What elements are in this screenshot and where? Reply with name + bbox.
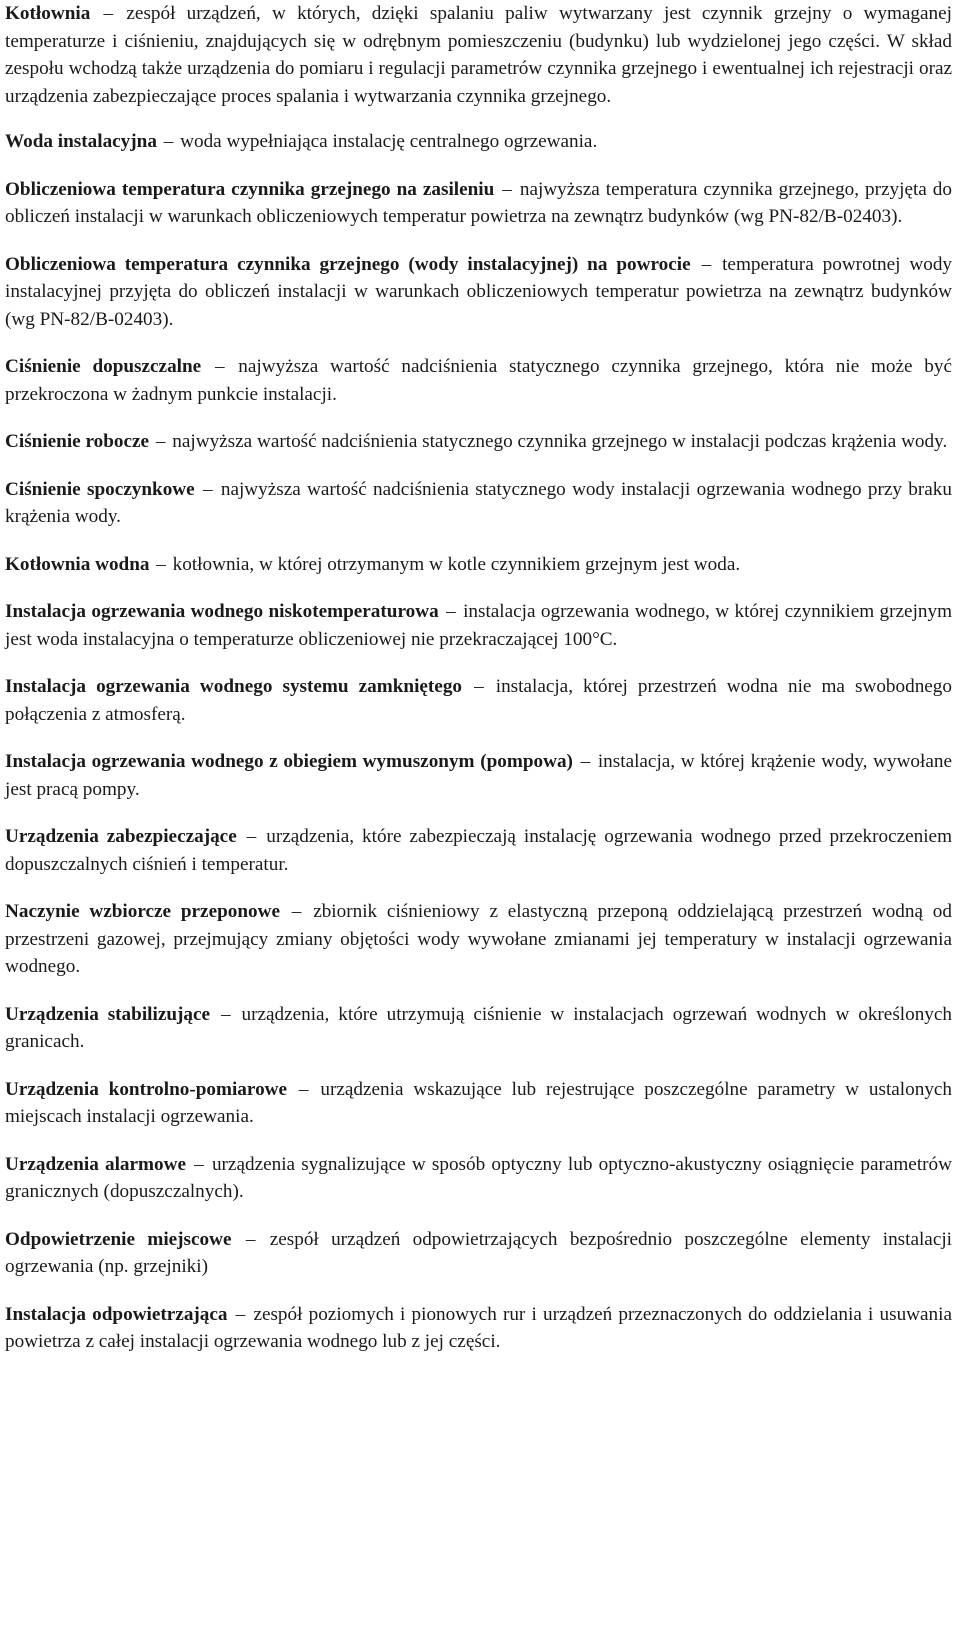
definition-dash: – bbox=[233, 1228, 268, 1250]
definition-dash: – bbox=[496, 178, 518, 200]
definition-paragraph bbox=[5, 1301, 952, 1356]
definition-dash: – bbox=[151, 553, 171, 575]
definition-dash: – bbox=[440, 601, 462, 622]
definition-paragraph bbox=[5, 748, 952, 803]
definition-paragraph bbox=[5, 1076, 952, 1131]
definition-term: Urządzenia alarmowe bbox=[5, 1153, 186, 1175]
definition-text: najwyższa temperatura czynnika grzejnego, przyjęta do obliczeń instalacji w warunkach obliczeniowych temperatur powietrza na zewnątrz budynków (wg PN-82/B-02403). bbox=[5, 178, 952, 227]
definition-dash: – bbox=[151, 431, 171, 452]
definition-paragraph bbox=[5, 1001, 952, 1056]
definition-paragraph bbox=[5, 476, 952, 531]
definition-text: urządzenia, które zabezpieczają instalację ogrzewania wodnego przed przekroczeniem dopuszczalnych ciśnień i temperatur. bbox=[5, 826, 953, 875]
definition-text: zbiornik ciśnieniowy z elastyczną przeponą oddzielającą przestrzeń wodną od przestrzeni gazowej, przejmujący zmiany objętości wody wywołane zmianami jej temperatury w instalacji ogrzewania wodnego. bbox=[5, 901, 952, 977]
definition-term: Naczynie wzbiorcze przeponowe bbox=[5, 901, 280, 922]
definition-paragraph bbox=[5, 898, 952, 981]
definition-paragraph bbox=[5, 1226, 952, 1281]
definition-term: Obliczeniowa temperatura czynnika grzejnego (wody instalacyjnej) na powrocie bbox=[5, 253, 691, 275]
definition-dash: – bbox=[187, 1153, 210, 1175]
definition-paragraph bbox=[5, 1151, 952, 1206]
definition-term: Obliczeniowa temperatura czynnika grzejnego na zasileniu bbox=[5, 178, 495, 200]
definition-text: temperatura powrotnej wody instalacyjnej przyjęta do obliczeń instalacji w warunkach obliczeniowych temperatur powietrza na zewnątrz budynków (wg PN-82/B-02403). bbox=[5, 253, 953, 330]
definition-paragraph bbox=[5, 598, 952, 653]
definition-term: Instalacja ogrzewania wodnego systemu zamkniętego bbox=[5, 676, 463, 697]
definition-term: Urządzenia kontrolno-pomiarowe bbox=[5, 1078, 288, 1100]
definition-paragraph bbox=[5, 251, 952, 334]
definition-term: Instalacja ogrzewania wodnego niskotemperaturowa bbox=[5, 601, 439, 622]
definition-text: instalacja, której przestrzeń wodna nie ma swobodnego połączenia z atmosferą. bbox=[5, 676, 952, 725]
definition-term: Woda instalacyjna bbox=[5, 131, 157, 152]
definition-text: kotłownia, w której otrzymanym w kotle czynnikiem grzejnym jest woda. bbox=[172, 553, 741, 575]
definition-text: najwyższa wartość nadciśnienia statycznego czynnika grzejnego, która nie może być przekroczona w żadnym punkcie instalacji. bbox=[5, 356, 952, 405]
definition-term: Urządzenia stabilizujące bbox=[5, 1003, 211, 1025]
definition-term: Ciśnienie spoczynkowe bbox=[5, 478, 195, 500]
definition-term: Instalacja odpowietrzająca bbox=[5, 1303, 228, 1325]
definition-paragraph bbox=[5, 823, 952, 878]
definition-dash: – bbox=[212, 1003, 240, 1025]
definition-dash: – bbox=[282, 901, 312, 922]
definition-term: Kotłownia wodna bbox=[5, 553, 150, 575]
definition-text: woda wypełniająca instalację centralnego ogrzewania. bbox=[180, 131, 598, 152]
definition-dash: – bbox=[196, 478, 219, 500]
definition-dash: – bbox=[229, 1303, 252, 1325]
definition-paragraph bbox=[5, 0, 952, 110]
definition-term: Instalacja ogrzewania wodnego z obiegiem wymuszonym (pompowa) bbox=[5, 751, 573, 772]
definition-text: urządzenia wskazujące lub rejestrujące poszczególne parametry w ustalonych miejscach instalacji ogrzewania. bbox=[5, 1078, 953, 1127]
definition-text: instalacja, w której krążenie wody, wywołane jest pracą pompy. bbox=[5, 751, 952, 800]
definition-paragraph bbox=[5, 428, 952, 456]
definition-term: Urządzenia zabezpieczające bbox=[5, 826, 237, 847]
definition-term: Odpowietrzenie miejscowe bbox=[5, 1228, 232, 1250]
definition-text: najwyższa wartość nadciśnienia statycznego wody instalacji ogrzewania wodnego przy braku krążenia wody. bbox=[5, 478, 952, 527]
definition-dash: – bbox=[289, 1078, 319, 1100]
definition-text: instalacja ogrzewania wodnego, w której czynnikiem grzejnym jest woda instalacyjna o temperaturze obliczeniowej nie przekraczającej 100°C. bbox=[5, 601, 953, 650]
definition-dash: – bbox=[158, 131, 179, 152]
definition-text: urządzenia sygnalizujące w sposób optyczny lub optyczno-akustyczny osiągnięcie parametrów granicznych (dopuszczalnych). bbox=[5, 1153, 952, 1202]
definition-paragraph bbox=[5, 551, 952, 579]
definition-dash: – bbox=[238, 826, 265, 847]
definition-text: zespół urządzeń, w których, dzięki spalaniu paliw wytwarzany jest czynnik grzejny o wymaganej temperaturze i ciśnieniu, znajdujących się w odrębnym pomieszczeniu (budynku) lub wydzielonej jego części. W skład zespołu wchodzą także urządzenia do pomiaru i regulacji parametrów czynnika grzejnego i ewentualnej ich rejestracji oraz urządzenia zabezpieczające proces spalania i wytwarzania czynnika grzejnego. bbox=[5, 3, 952, 107]
definition-text: zespół urządzeń odpowietrzających bezpośrednio poszczególne elementy instalacji ogrzewania (np. grzejniki) bbox=[5, 1228, 952, 1277]
definition-text: najwyższa wartość nadciśnienia statycznego czynnika grzejnego w instalacji podczas krążenia wody. bbox=[172, 431, 948, 452]
definition-dash: – bbox=[574, 751, 596, 772]
definition-term: Ciśnienie dopuszczalne bbox=[5, 356, 202, 377]
definition-term: Kotłownia bbox=[5, 3, 91, 24]
definition-dash: – bbox=[203, 356, 237, 377]
definition-paragraph bbox=[5, 353, 952, 408]
definition-dash: – bbox=[464, 676, 494, 697]
definition-dash: – bbox=[92, 3, 125, 24]
definition-term: Ciśnienie robocze bbox=[5, 431, 150, 452]
definition-dash: – bbox=[692, 253, 721, 275]
definition-paragraph bbox=[5, 176, 952, 231]
definition-paragraph bbox=[5, 128, 952, 156]
definition-text: urządzenia, które utrzymują ciśnienie w instalacjach ogrzewań wodnych w określonych granicach. bbox=[5, 1003, 953, 1052]
definition-text: zespół poziomych i pionowych rur i urządzeń przeznaczonych do oddzielania i usuwania powietrza z całej instalacji ogrzewania wodnego lub z jej części. bbox=[5, 1303, 952, 1352]
definition-paragraph bbox=[5, 673, 952, 728]
